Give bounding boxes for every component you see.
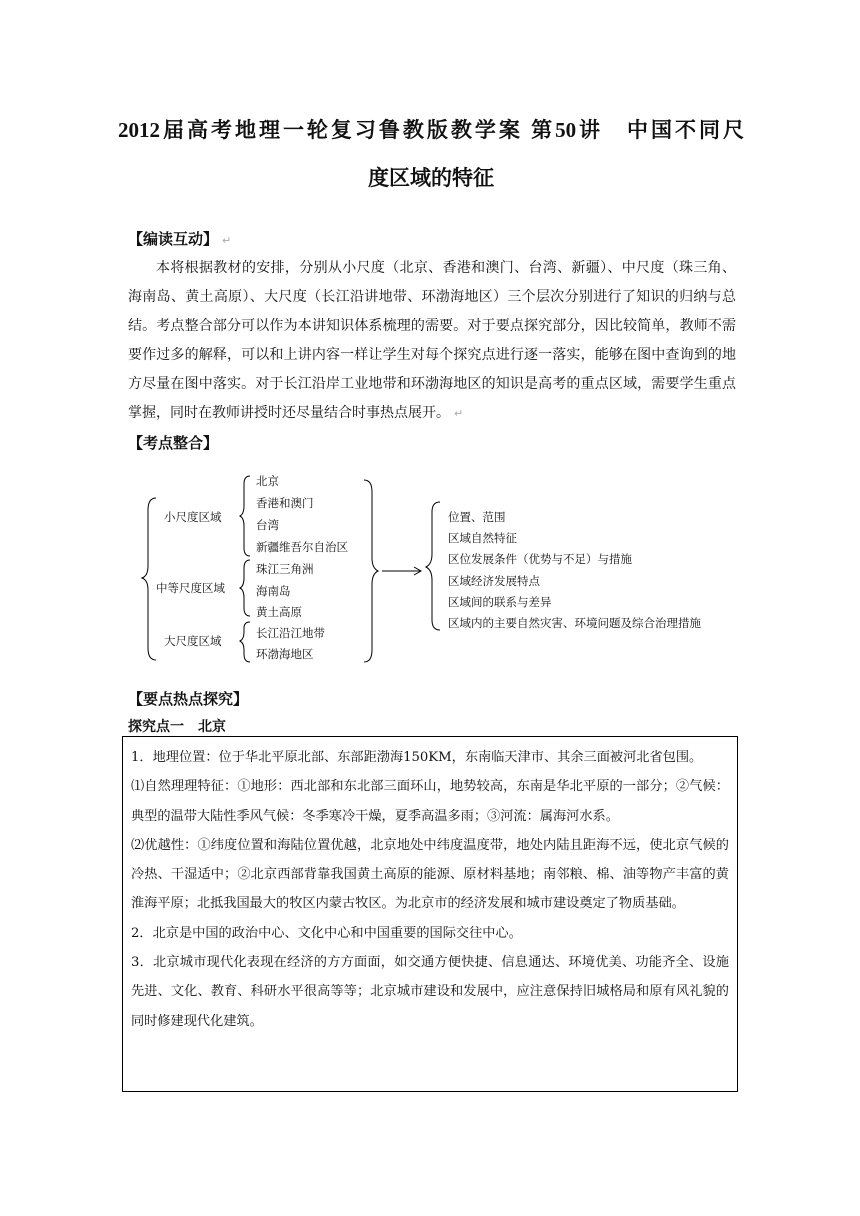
section-heading-integration: 【考点整合】 (128, 434, 219, 452)
region-item: 台湾 (256, 518, 279, 532)
paragraph-mark-icon: ↵ (222, 234, 232, 247)
beijing-content-box (122, 736, 738, 1092)
outer-left-brace (142, 498, 156, 660)
title-line-2: 度区域的特征 (368, 166, 494, 190)
document-title (118, 106, 744, 202)
region-item: 长江沿江地带 (256, 626, 325, 640)
section-heading-explore: 【要点热点探究】 (128, 690, 249, 708)
aspect-item: 区域内的主要自然灾害、环境问题及综合治理措施 (448, 616, 701, 630)
brace-medium-scale (240, 560, 250, 616)
content-paragraph: ⑴自然理理特征：①地形：西北部和东北部三面环山，地势较高，东南是华北平原的一部分；②气候：典型的温带大陆性季风气候：冬季寒冷干燥，夏季高温多雨；③河流：属海河水系。 (131, 779, 729, 824)
right-brace (364, 480, 378, 662)
reading-paragraph (128, 254, 736, 428)
region-item: 珠江三角洲 (256, 562, 314, 576)
region-item: 黄土高原 (256, 605, 302, 619)
aspect-item: 区位发展条件（优势与不足）与措施 (448, 552, 632, 566)
aspect-item: 区域间的联系与差异 (448, 595, 552, 609)
region-item: 环渤海地区 (256, 647, 314, 661)
region-item: 海南岛 (256, 584, 291, 598)
brace-large-scale (240, 622, 250, 662)
content-paragraph: 2．北京是中国的政治中心、文化中心和中国重要的国际交往中心。 (131, 925, 522, 941)
knowledge-diagram (128, 470, 748, 670)
content-paragraph: 3．北京城市现代化表现在经济的方方面面，如交通方便快捷、信息通达、环境优美、功能齐全、设施先进、文化、教育、科研水平很高等等；北京城市建设和发展中，应注意保持旧城格局和原有风礼貌的同时修建现代化建筑。 (131, 955, 729, 1029)
reading-heading-text: 【编读互动】 (128, 230, 219, 248)
explore-point-title: 探究点一 北京 (128, 719, 226, 735)
group-label-large: 大尺度区域 (164, 634, 222, 648)
brace-small-scale (240, 476, 250, 556)
group-label-small: 小尺度区域 (164, 510, 222, 524)
region-item: 新疆维吾尔自治区 (256, 540, 348, 554)
aspect-item: 位置、范围 (448, 510, 506, 524)
content-paragraph: 1．地理位置：位于华北平原北部、东部距渤海150KM，东南临天津市、其余三面被河北省包围。 (131, 750, 703, 765)
content-paragraph: ⑵优越性：①纬度位置和海陆位置优越，北京地处中纬度温度带，地处内陆且距海不远，使北京气候的冷热、干湿适中；②北京西部背靠我国黄土高原的能源、原材料基地；南邻粮、棉、油等物产丰富的黄淮海平原；北抵我国最大的牧区内蒙古牧区。为北京市的经济发展和城市建设奠定了物质基础。 (131, 837, 729, 912)
reading-body: 本将根据教材的安排，分别从小尺度（北京、香港和澳门、台湾、新疆）、中尺度（珠三角、海南岛、黄土高原）、大尺度（长江沿讲地带、环渤海地区）三个层次分别进行了知识的归纳与总结。考点整合部分可以作为本讲知识体系梳理的需要。对于要点探究部分，因比较简单，教师不需要作过多的解释，可以和上讲内容一样让学生对每个探究点进行逐一落实，能够在图中查询到的地方尽量在图中落实。对于长江沿岸工业地带和环渤海地区的知识是高考的重点区域，需要学生重点掌握，同时在教师讲授时还尽量结合时事热点展开。 (128, 260, 736, 421)
region-item: 北京 (256, 474, 279, 488)
aspect-item: 区域经济发展特点 (448, 574, 540, 588)
paragraph-end-mark-icon: ↵ (454, 407, 464, 420)
region-item: 香港和澳门 (256, 496, 314, 510)
section-heading-reading (128, 228, 231, 249)
title-line-1: 2012届高考地理一轮复习鲁教版教学案 第50讲 中国不同尺 (118, 118, 744, 142)
aspect-item: 区域自然特征 (448, 531, 517, 545)
aspects-brace (426, 502, 440, 630)
group-label-medium: 中等尺度区域 (156, 581, 225, 595)
